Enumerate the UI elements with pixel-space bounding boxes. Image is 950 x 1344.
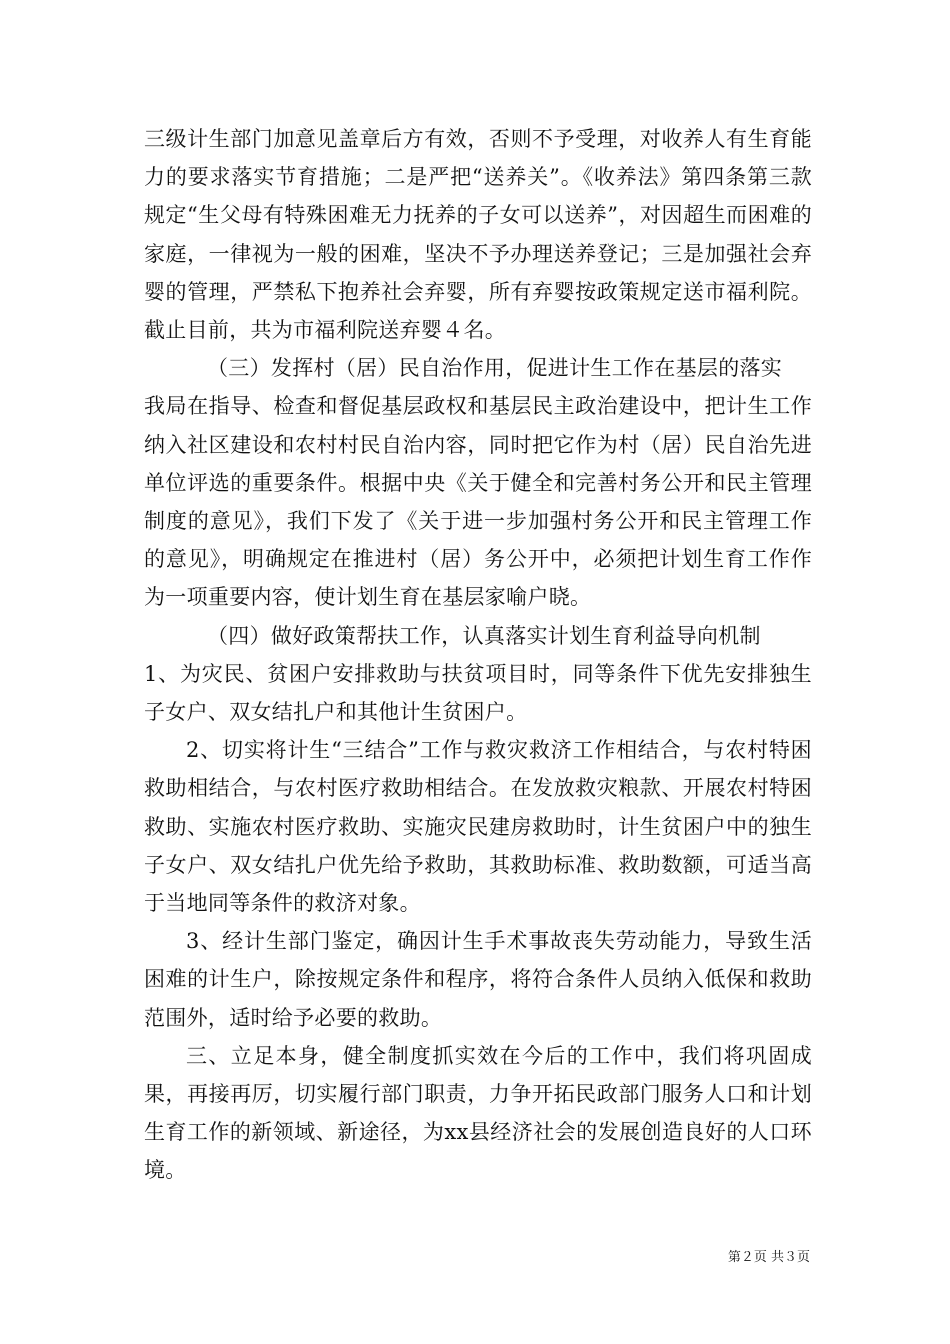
paragraph-item-1: 1、为灾民、贫困户安排救助与扶贫项目时，同等条件下优先安排独生子女户、双女结扎户和其他计生贫困户。 — [144, 661, 812, 725]
paragraph-village-autonomy: 我局在指导、检查和督促基层政权和基层民主政治建设中，把计生工作纳入社区建设和农村村民自治内容，同时把它作为村（居）民自治先进单位评选的重要条件。根据中央《关于健全和完善村务公开和民主管理制度的意见》，我们下发了《关于进一步加强村务公开和民主管理工作的意见》，明确规定在推进村（居）务公开中，必须把计划生育工作作为一项重要内容，使计划生育在基层家喻户晓。 — [144, 394, 812, 610]
page-number-footer: 第２页 共３页 — [727, 1250, 810, 1265]
document-body — [144, 120, 812, 1190]
paragraph-item-3: 3、经计生部门鉴定，确因计生手术事故丧失劳动能力，导致生活困难的计生户，除按规定条件和程序，将符合条件人员纳入低保和救助范围外，适时给予必要的救助。 — [144, 929, 812, 1030]
section-heading-policy-support: （四）做好政策帮扶工作，认真落实计划生育利益导向机制 — [207, 623, 761, 648]
paragraph-adoption-review: 三级计生部门加意见盖章后方有效，否则不予受理，对收养人有生育能力的要求落实节育措施；二是严把“送养关”。《收养法》第四条第三款规定“生父母有特殊困难无力抚养的子女可以送养”，对因超生而困难的家庭，一律视为一般的困难，坚决不予办理送养登记；三是加强社会弃婴的管理，严禁私下抱养社会弃婴，所有弃婴按政策规定送市福利院。截止目前，共为市福利院送弃婴４名。 — [144, 127, 812, 343]
paragraph-item-2: 2、切实将计生“三结合”工作与救灾救济工作相结合，与农村特困救助相结合，与农村医疗救助相结合。在发放救灾粮款、开展农村特困救助、实施农村医疗救助、实施灾民建房救助时，计生贫困户中的独生子女户、双女结扎户优先给予救助，其救助标准、救助数额，可适当高于当地同等条件的救济对象。 — [144, 738, 812, 916]
paragraph-section-three: 三、立足本身，健全制度抓实效在今后的工作中，我们将巩固成果，再接再厉，切实履行部门职责，力争开拓民政部门服务人口和计划生育工作的新领域、新途径，为xx县经济社会的发展创造良好的人口环境。 — [144, 1043, 812, 1183]
section-heading-village-autonomy: （三）发挥村（居）民自治作用，促进计生工作在基层的落实 — [207, 356, 783, 381]
